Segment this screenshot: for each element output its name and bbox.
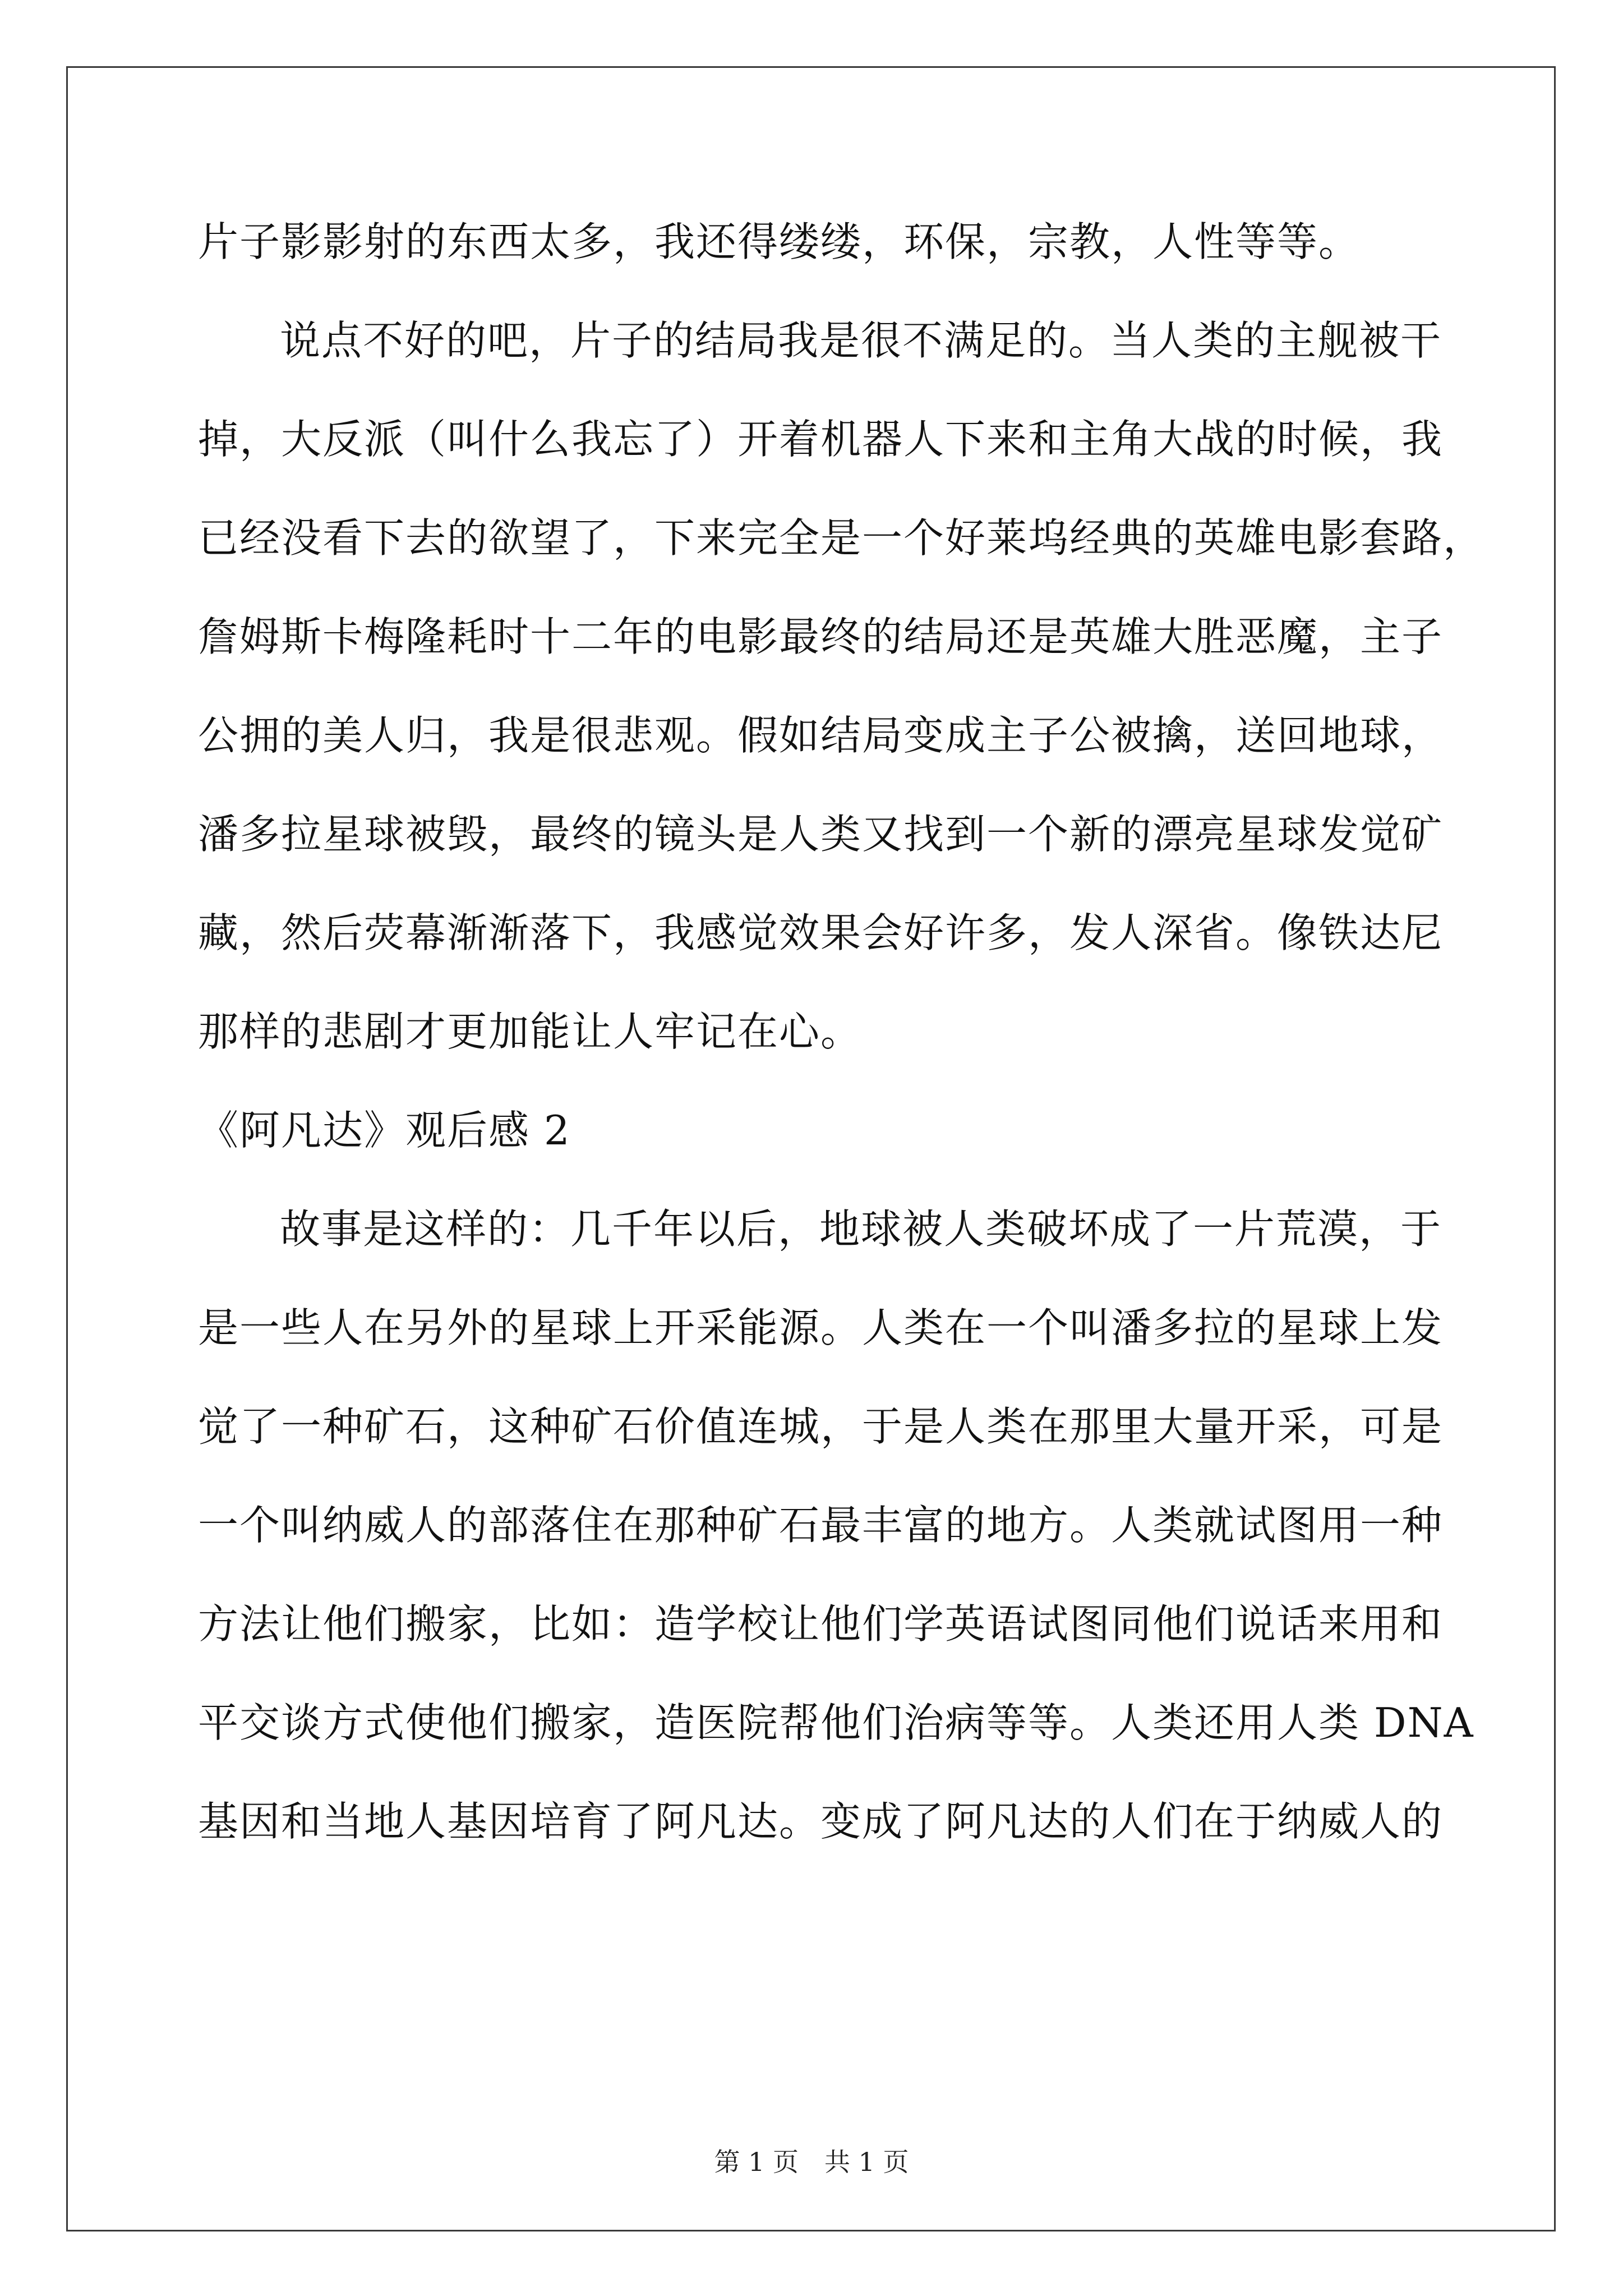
page-footer: 第 1 页 共 1 页 — [714, 2147, 909, 2177]
paragraph-line-2: 说点不好的吧，片子的结局我是很不满足的。当人类的主舰被干 — [280, 317, 1442, 364]
paragraph-line-8: 藏，然后荧幕渐渐落下，我感觉效果会好许多，发人深省。像铁达尼 — [198, 909, 1444, 956]
paragraph-line-15: 平交谈方式使他们搬家，造医院帮他们治病等等。人类还用人类 DNA — [198, 1699, 1474, 1746]
paragraph-line-3: 掉，大反派（叫什么我忘了）开着机器人下来和主角大战的时候，我 — [198, 416, 1444, 463]
paragraph-line-14: 方法让他们搬家，比如：造学校让他们学英语试图同他们说话来用和 — [198, 1600, 1444, 1648]
paragraph-line-1: 片子影影射的东西太多，我还得缕缕，环保，宗教，人性等等。 — [198, 218, 1361, 265]
paragraph-line-10: 故事是这样的：几千年以后，地球被人类破坏成了一片荒漠，于 — [280, 1205, 1442, 1253]
paragraph-line-12: 觉了一种矿石，这种矿石价值连城，于是人类在那里大量开采，可是 — [198, 1403, 1444, 1450]
paragraph-line-4: 已经没看下去的欲望了，下来完全是一个好莱坞经典的英雄电影套路， — [198, 514, 1485, 562]
paragraph-line-7: 潘多拉星球被毁，最终的镜头是人类又找到一个新的漂亮星球发觉矿 — [198, 811, 1444, 858]
paragraph-line-6: 公拥的美人归，我是很悲观。假如结局变成主子公被擒，送回地球， — [198, 712, 1444, 759]
paragraph-line-13: 一个叫纳威人的部落住在那种矿石最丰富的地方。人类就试图用一种 — [198, 1502, 1444, 1549]
paragraph-line-9: 那样的悲剧才更加能让人牢记在心。 — [198, 1008, 863, 1055]
paragraph-line-11: 是一些人在另外的星球上开采能源。人类在一个叫潘多拉的星球上发 — [198, 1304, 1444, 1351]
paragraph-line-16: 基因和当地人基因培育了阿凡达。变成了阿凡达的人们在于纳威人的 — [198, 1798, 1444, 1845]
paragraph-line-5: 詹姆斯卡梅隆耗时十二年的电影最终的结局还是英雄大胜恶魔，主子 — [198, 613, 1444, 660]
section-heading: 《阿凡达》观后感 2 — [198, 1107, 571, 1154]
document-body — [198, 218, 1485, 1900]
